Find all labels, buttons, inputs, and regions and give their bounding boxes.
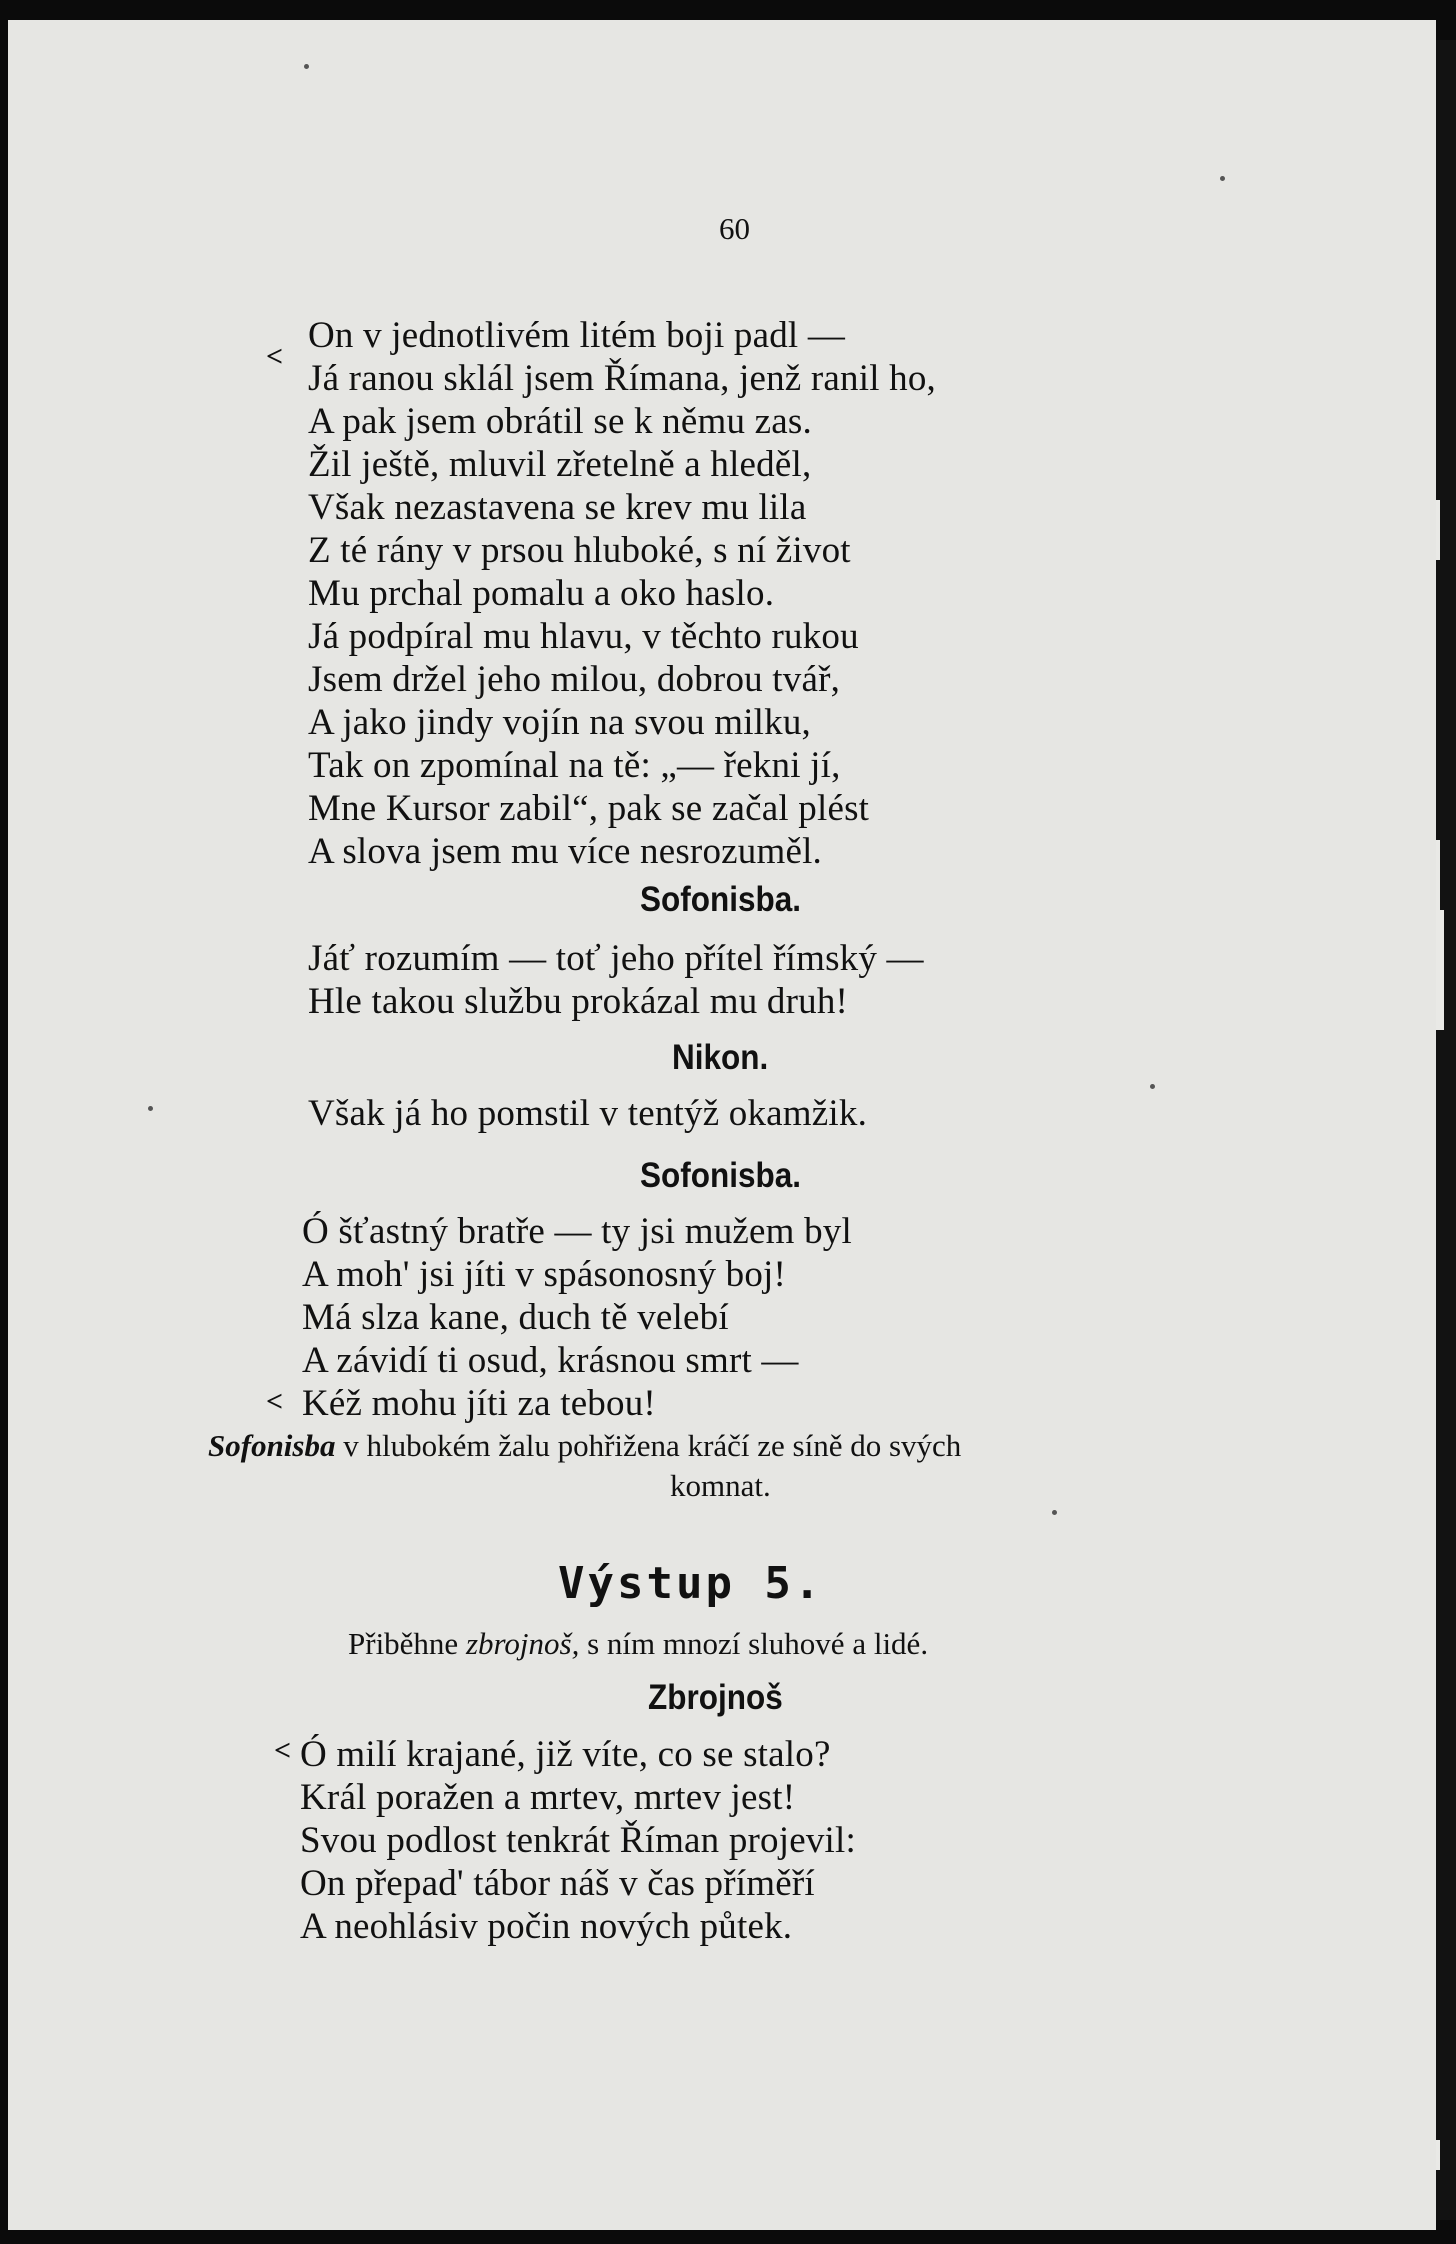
paper-speck <box>1150 1084 1155 1089</box>
edge-mark <box>1436 2140 1440 2170</box>
speaker-name: Sofonisba. <box>640 1156 802 1195</box>
margin-mark: < <box>266 1385 284 1418</box>
verse-line: Však já ho pomstil v tentýž okamžik. <box>308 1093 868 1134</box>
stage-direction <box>348 1628 928 1659</box>
paper-speck <box>1220 176 1225 181</box>
speaker-name: Zbrojnoš <box>648 1678 783 1717</box>
stage-direction <box>208 1430 961 1461</box>
verse-line: A závidí ti osud, krásnou smrt — <box>302 1340 799 1381</box>
verse-line: Mne Kursor zabil“, pak se začal plést <box>308 788 870 829</box>
margin-mark: < <box>266 340 284 373</box>
verse-line: Svou podlost tenkrát Říman projevil: <box>300 1820 856 1861</box>
verse-line: Mu prchal pomalu a oko haslo. <box>308 573 775 614</box>
verse-line: Z té rány v prsou hluboké, s ní život <box>308 530 851 571</box>
page-number: 60 <box>719 211 750 246</box>
verse-line: Jáť rozumím — toť jeho přítel římský — <box>308 938 924 979</box>
speaker-name: Sofonisba. <box>640 880 802 919</box>
paper-speck <box>1052 1510 1057 1515</box>
edge-mark <box>1436 500 1440 560</box>
verse-line: On v jednotlivém litém boji padl — <box>308 315 846 356</box>
verse-line: Žil ještě, mluvil zřetelně a hleděl, <box>308 444 812 485</box>
verse-line: A slova jsem mu více nesrozuměl. <box>308 831 823 872</box>
verse-line: Hle takou službu prokázal mu druh! <box>308 981 849 1022</box>
verse-line: On přepad' tábor náš v čas příměří <box>300 1863 815 1904</box>
verse-line: Ó šťastný bratře — ty jsi mužem byl <box>302 1211 852 1252</box>
verse-line: A moh' jsi jíti v spásonosný boj! <box>302 1254 787 1295</box>
verse-line: Má slza kane, duch tě velebí <box>302 1297 729 1338</box>
verse-line: Já ranou sklál jsem Římana, jenž ranil ho, <box>308 358 936 399</box>
edge-mark <box>1436 910 1444 1030</box>
stage-text: Přiběhne <box>348 1626 459 1661</box>
stage-text: v hlubokém žalu pohřižena kráčí ze síně do svých <box>343 1428 962 1463</box>
page-edge <box>1436 40 1456 2220</box>
verse-line: Jsem držel jeho milou, dobrou tvář, <box>308 659 841 700</box>
stage-text: s ním mnozí sluhové a lidé. <box>587 1626 929 1661</box>
book-page <box>8 20 1436 2230</box>
margin-mark: < <box>274 1734 292 1767</box>
paper-speck <box>148 1106 153 1111</box>
stage-direction-continued: komnat. <box>670 1468 771 1503</box>
stage-character: Sofonisba <box>208 1428 336 1463</box>
verse-line: Král poražen a mrtev, mrtev jest! <box>300 1777 796 1818</box>
verse-line: A jako jindy vojín na svou milku, <box>308 702 812 743</box>
speaker-name: Nikon. <box>672 1038 769 1077</box>
verse-line: Však nezastavena se krev mu lila <box>308 487 807 528</box>
verse-line: Tak on zpomínal na tě: „— řekni jí, <box>308 745 841 786</box>
verse-line: Já podpíral mu hlavu, v těchto rukou <box>308 616 859 657</box>
verse-line: Ó milí krajané, již víte, co se stalo? <box>300 1734 831 1775</box>
verse-line: Kéž mohu jíti za tebou! <box>302 1383 656 1424</box>
edge-mark <box>1436 840 1440 910</box>
verse-line: A neohlásiv počin nových půtek. <box>300 1906 793 1947</box>
scene-title: Výstup 5. <box>558 1558 824 1609</box>
verse-line: A pak jsem obrátil se k němu zas. <box>308 401 812 442</box>
paper-speck <box>304 64 309 69</box>
stage-character: zbrojnoš, <box>465 1626 580 1661</box>
